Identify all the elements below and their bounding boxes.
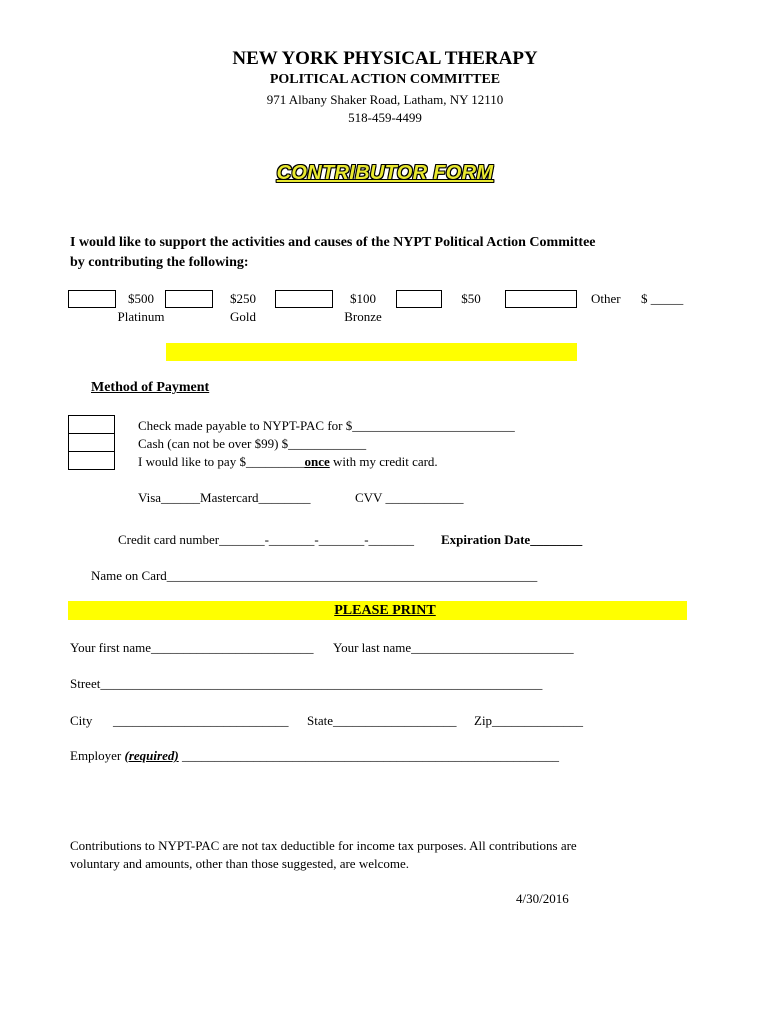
card-number-field[interactable]: Credit card number_______-_______-_______-_______ (118, 532, 415, 547)
payment-credit-checkbox[interactable] (68, 451, 115, 470)
amount-other-label: Other (591, 291, 621, 306)
org-phone: 518-459-4499 (348, 110, 422, 125)
form-date: 4/30/2016 (516, 891, 569, 906)
form-title: CONTRIBUTOR FORM (276, 162, 494, 184)
payment-check-checkbox[interactable] (68, 415, 115, 434)
employer-line: __________________________________________________________ (178, 748, 559, 763)
employer-required: (required) (124, 748, 179, 763)
credit-pre: I would like to pay $_________ (138, 454, 305, 469)
amount-500-tier: Platinum (117, 309, 165, 324)
org-name: NEW YORK PHYSICAL THERAPY (232, 48, 538, 69)
city-field[interactable]: ___________________________ (113, 713, 289, 728)
amount-100-tier: Bronze (344, 309, 382, 324)
credit-post: with my credit card. (329, 454, 438, 469)
amount-other-checkbox[interactable] (505, 290, 577, 308)
amount-500-label: $500 (128, 291, 154, 306)
amount-50-label: $50 (461, 291, 481, 306)
payment-cash-text: Cash (can not be over $99) $____________ (138, 436, 367, 451)
state-field[interactable]: State___________________ (307, 713, 457, 728)
expiration-field[interactable]: Expiration Date________ (441, 532, 583, 547)
first-name-field[interactable]: Your first name_________________________ (70, 640, 314, 655)
last-name-field[interactable]: Your last name_________________________ (333, 640, 574, 655)
employer-label: Employer (70, 748, 125, 763)
payment-heading: Method of Payment (91, 380, 210, 395)
amount-250-tier: Gold (230, 309, 256, 324)
org-address: 971 Albany Shaker Road, Latham, NY 12110 (266, 92, 504, 107)
amount-500-checkbox[interactable] (68, 290, 116, 308)
employer-field[interactable] (70, 748, 559, 764)
amount-250-label: $250 (230, 291, 256, 306)
credit-once: once (304, 454, 330, 469)
zip-field[interactable]: Zip______________ (474, 713, 584, 728)
amount-other-field[interactable]: $ _____ (641, 291, 684, 306)
intro-line-2: by contributing the following: (70, 255, 249, 270)
payment-credit-text (138, 454, 438, 470)
org-subtitle: POLITICAL ACTION COMMITTEE (269, 72, 501, 87)
please-print-heading: PLEASE PRINT (334, 603, 436, 618)
amount-50-checkbox[interactable] (396, 290, 442, 308)
disclaimer-line-2: voluntary and amounts, other than those suggested, are welcome. (70, 856, 409, 871)
street-field[interactable]: Street____________________________________________________________________ (70, 676, 543, 691)
amount-100-label: $100 (350, 291, 376, 306)
card-type-field[interactable]: Visa______Mastercard________ (138, 490, 311, 505)
intro-line-1: I would like to support the activities and causes of the NYPT Political Action Committee (70, 235, 596, 250)
city-label: City (70, 713, 93, 728)
highlight-bar (166, 343, 577, 361)
payment-cash-checkbox[interactable] (68, 433, 115, 452)
amount-100-checkbox[interactable] (275, 290, 333, 308)
cvv-field[interactable]: CVV ____________ (355, 490, 464, 505)
disclaimer-line-1: Contributions to NYPT-PAC are not tax deductible for income tax purposes. All contributions are (70, 838, 577, 853)
amount-250-checkbox[interactable] (165, 290, 213, 308)
payment-check-text: Check made payable to NYPT-PAC for $_________________________ (138, 418, 515, 433)
name-on-card-field[interactable]: Name on Card_________________________________________________________ (91, 568, 538, 583)
